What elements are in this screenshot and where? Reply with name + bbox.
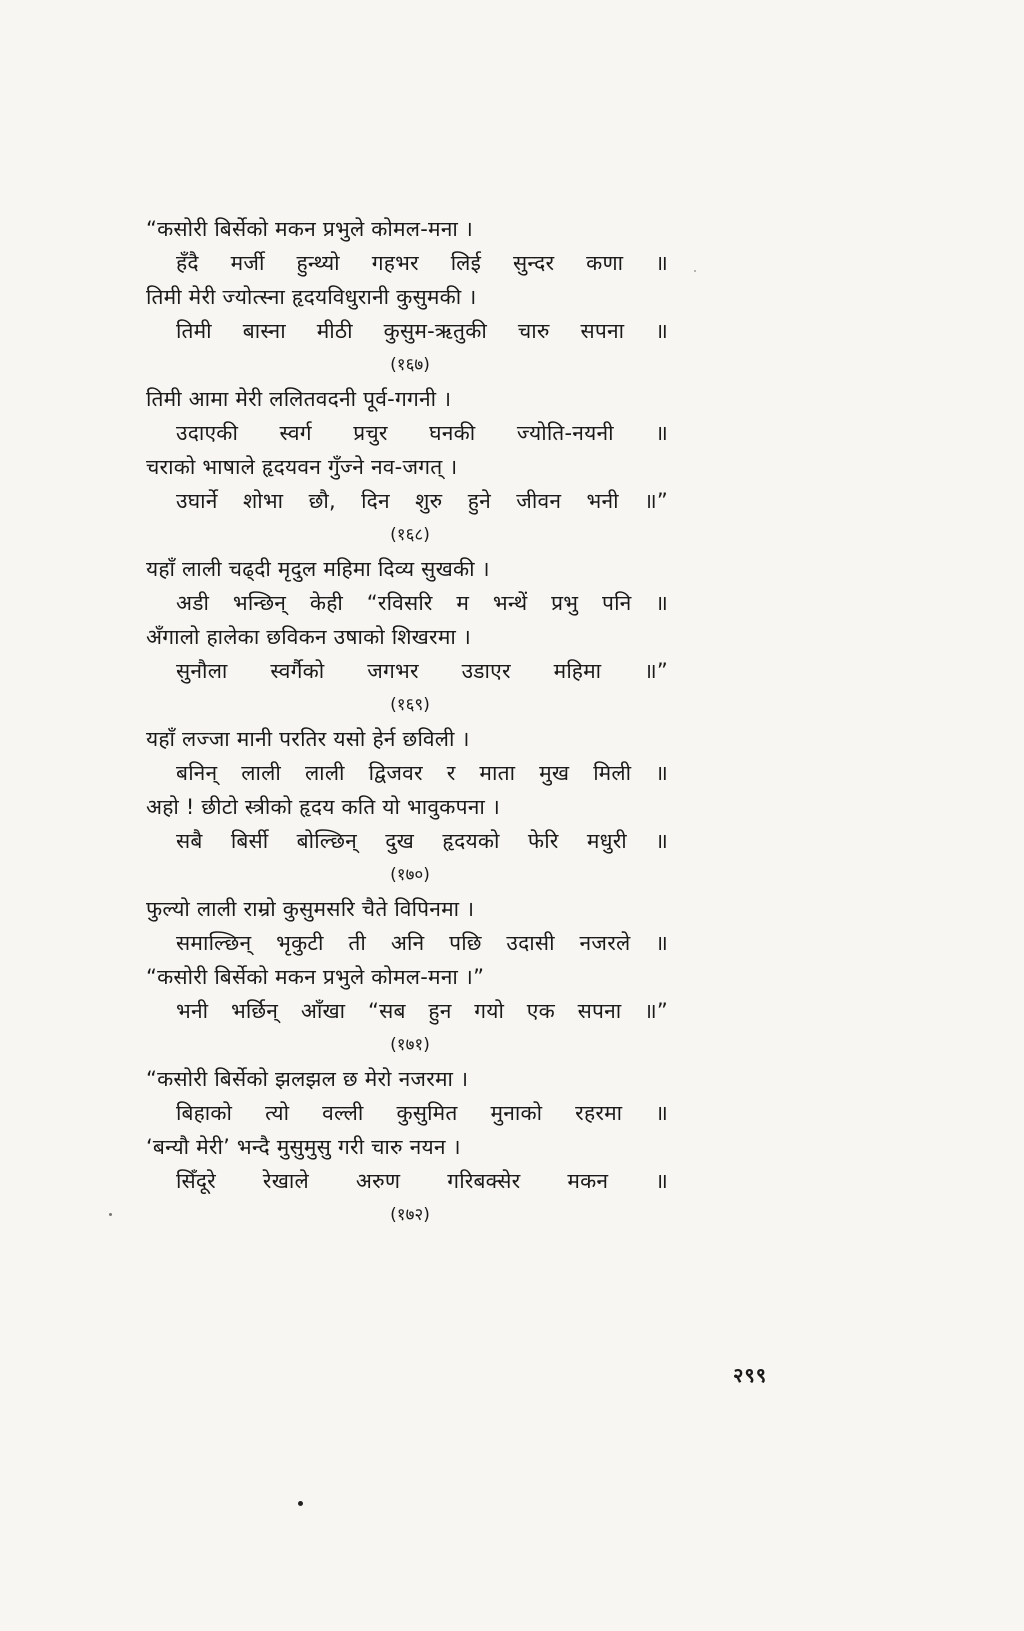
page-number: २९९ bbox=[733, 1363, 768, 1387]
verse-line: भनी भर्छिन् आँखा “सब हुन गयो एक सपना ॥” bbox=[176, 999, 668, 1023]
verse-line: उघार्ने शोभा छौ, दिन शुरु हुने जीवन भनी ॥” bbox=[176, 489, 668, 513]
verse-line: सुनौला स्वर्गैको जगभर उडाएर महिमा ॥” bbox=[176, 659, 668, 683]
verse-line: बिहाको त्यो वल्ली कुसुमित मुनाको रहरमा ॥ bbox=[176, 1101, 668, 1125]
stanza bbox=[146, 552, 686, 722]
verse-line: फुल्यो लाली राम्रो कुसुमसरि चैते विपिनमा । bbox=[146, 897, 475, 921]
stanza-number: (१७२) bbox=[390, 1205, 430, 1225]
verse-line: उदाएकी स्वर्ग प्रचुर घनकी ज्योति-नयनी ॥ bbox=[176, 421, 668, 445]
stanza bbox=[146, 212, 686, 382]
verse-line: ‘बन्यौ मेरी’ भन्दै मुसुमुसु गरी चारु नयन । bbox=[146, 1135, 461, 1159]
verse-line: हँदै मर्जी हुन्थ्यो गहभर लिई सुन्दर कणा ॥ bbox=[176, 251, 668, 275]
verse-line: “कसोरी बिर्सेको झलझल छ मेरो नजरमा । bbox=[146, 1067, 469, 1091]
verse-line: यहाँ लज्जा मानी परतिर यसो हेर्न छविली । bbox=[146, 727, 470, 751]
verse-line: “कसोरी बिर्सेको मकन प्रभुले कोमल-मना ।” bbox=[146, 965, 485, 989]
stanza bbox=[146, 1062, 686, 1232]
verse-line: अँगालो हालेका छविकन उषाको शिखरमा । bbox=[146, 625, 472, 649]
stanza bbox=[146, 892, 686, 1062]
verse-line: चराको भाषाले हृदयवन गुँज्ने नव-जगत् । bbox=[146, 455, 458, 479]
verse-line: यहाँ लाली चढ्दी मृदुल महिमा दिव्य सुखकी । bbox=[146, 557, 490, 581]
verse-line: बनिन् लाली लाली द्विजवर र माता मुख मिली ॥ bbox=[176, 761, 668, 785]
stanza bbox=[146, 722, 686, 892]
stanza-number: (१६९) bbox=[390, 695, 430, 715]
stanza-number: (१६८) bbox=[390, 525, 430, 545]
verse-line: सबै बिर्सी बोल्छिन् दुख हृदयको फेरि मधुरी ॥ bbox=[176, 829, 668, 853]
poem-block bbox=[146, 212, 686, 1232]
stanza bbox=[146, 382, 686, 552]
stanza-number: (१७०) bbox=[390, 865, 430, 885]
verse-line: “कसोरी बिर्सेको मकन प्रभुले कोमल-मना । bbox=[146, 217, 474, 241]
verse-line: तिमी मेरी ज्योत्स्ना हृदयविधुरानी कुसुमकी । bbox=[146, 285, 477, 309]
scan-speck bbox=[109, 1213, 112, 1216]
verse-line: सिँदूरे रेखाले अरुण गरिबक्सेर मकन ॥ bbox=[176, 1169, 668, 1193]
stanza-number: (१७१) bbox=[390, 1035, 430, 1055]
scan-speck bbox=[298, 1501, 303, 1506]
verse-line: अडी भन्छिन् केही “रविसरि म भन्थें प्रभु पनि ॥ bbox=[176, 591, 668, 615]
stanza-number: (१६७) bbox=[390, 355, 430, 375]
verse-line: तिमी आमा मेरी ललितवदनी पूर्व-गगनी । bbox=[146, 387, 452, 411]
scan-speck bbox=[694, 270, 696, 272]
verse-line: अहो ! छीटो स्त्रीको हृदय कति यो भावुकपना । bbox=[146, 795, 501, 819]
verse-line: तिमी बास्ना मीठी कुसुम-ऋतुकी चारु सपना ॥ bbox=[176, 319, 668, 343]
verse-line: समाल्छिन् भृकुटी ती अनि पछि उदासी नजरले ॥ bbox=[176, 931, 668, 955]
